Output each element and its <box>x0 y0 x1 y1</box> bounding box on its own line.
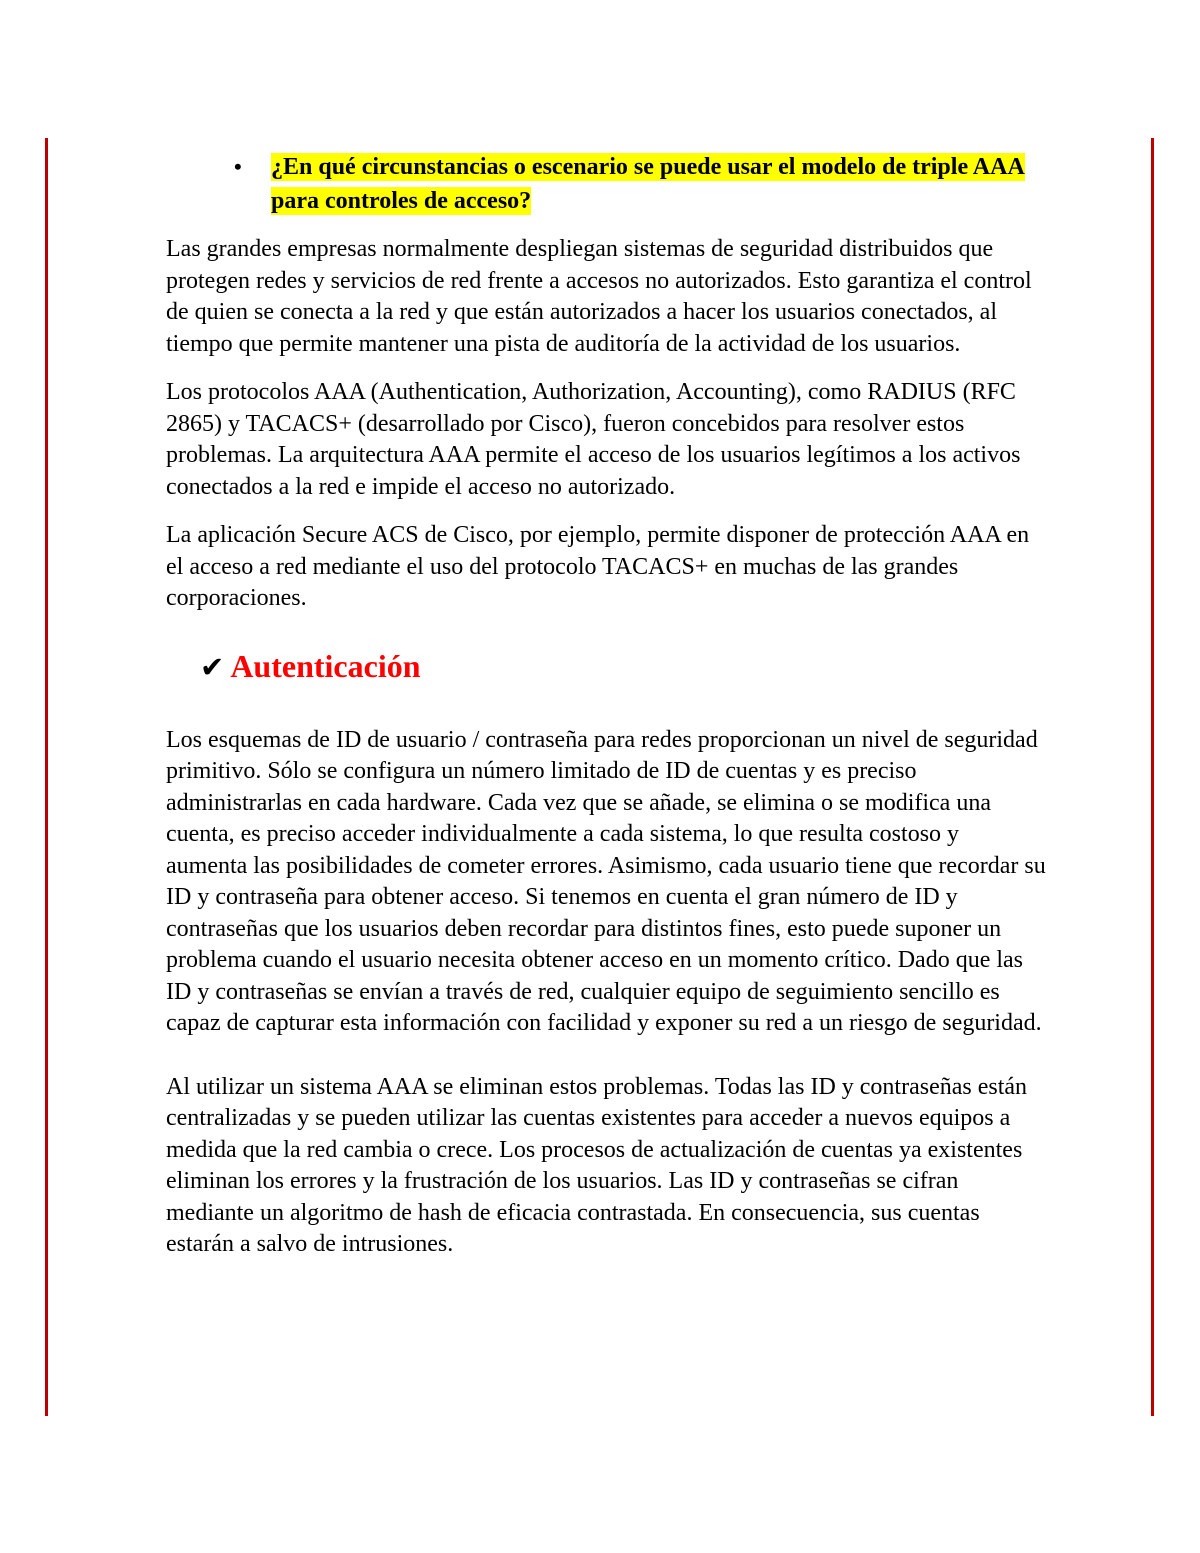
section-paragraph-1: Los esquemas de ID de usuario / contraseña para redes proporcionan un nivel de seguridad primitivo. Sólo se configura un número limitado de ID de cuentas y es preciso administrarlas en cada hardware. Cada vez que se añade, se elimina o se modifica una cuenta, es preciso acceder individualmente a cada sistema, lo que resulta costoso y aumenta las posibilidades de cometer errores. Asimismo, cada usuario tiene que recordar su ID y contraseña para obtener acceso. Si tenemos en cuenta el gran número de ID y contraseñas que los usuarios deben recordar para distintos fines, esto puede suponer un problema cuando el usuario necesita obtener acceso en un momento crítico. Dado que las ID y contraseñas se envían a través de red, cualquier equipo de seguimiento sencillo es capaz de capturar esta información con facilidad y exponer su red a un riesgo de seguridad. <box>166 726 1046 1036</box>
page-border-right <box>1151 138 1154 1416</box>
intro-paragraph-3: La aplicación Secure ACS de Cisco, por ejemplo, permite disponer de protección AAA en el acceso a red mediante el uso del protocolo TACACS+ en muchas de las grandes corporaciones. <box>166 522 1030 611</box>
document-content <box>166 150 1046 1261</box>
question-text: ¿En qué circunstancias o escenario se puede usar el modelo de triple AAA para controles de acceso? <box>271 154 1025 214</box>
section-heading <box>200 647 1046 687</box>
intro-paragraph-2: Los protocolos AAA (Authentication, Authorization, Accounting), como RADIUS (RFC 2865) y TACACS+ (desarrollado por Cisco), fueron concebidos para resolver estos problemas. La arquitectura AAA permite el acceso de los usuarios legítimos a los activos conectados a la red e impide el acceso no autorizado. <box>166 379 1021 500</box>
page-border-left <box>45 138 48 1416</box>
intro-paragraph-1: Las grandes empresas normalmente despliegan sistemas de seguridad distribuidos que protegen redes y servicios de red frente a accesos no autorizados. Esto garantiza el control de quien se conecta a la red y que están autorizados a hacer los usuarios conectados, al tiempo que permite mantener una pista de auditoría de la actividad de los usuarios. <box>166 236 1032 357</box>
question-bullet-item <box>234 150 1046 218</box>
checkmark-icon: ✔ <box>200 649 225 684</box>
bullet-icon: • <box>234 154 242 179</box>
section-paragraph-2: Al utilizar un sistema AAA se eliminan estos problemas. Todas las ID y contraseñas están centralizadas y se pueden utilizar las cuentas existentes para acceder a nuevos equipos a medida que la red cambia o crece. Los procesos de actualización de cuentas ya existentes eliminan los errores y la frustración de los usuarios. Las ID y contraseñas se cifran mediante un algoritmo de hash de eficacia contrastada. En consecuencia, sus cuentas estarán a salvo de intrusiones. <box>166 1073 1028 1257</box>
section-title: Autenticación <box>230 648 421 684</box>
